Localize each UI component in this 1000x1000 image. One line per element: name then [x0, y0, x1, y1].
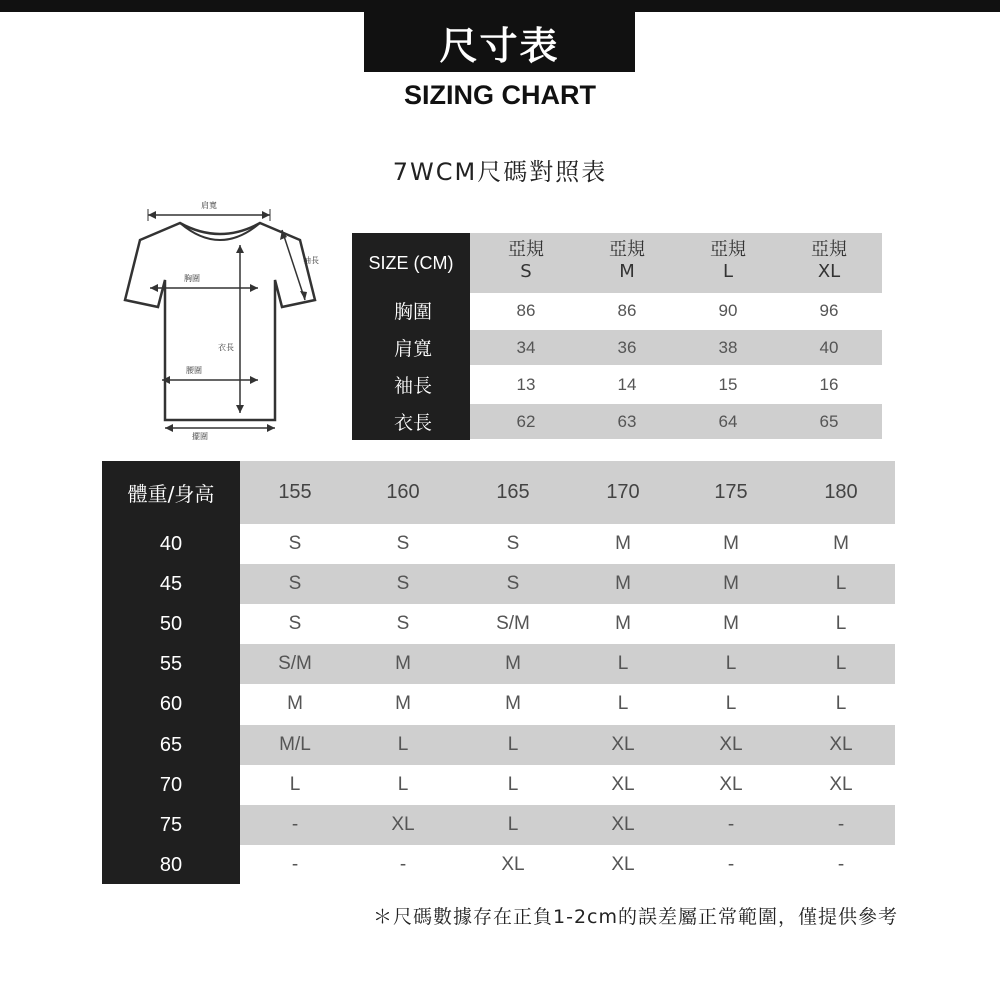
- measurement-cell: 34: [516, 337, 536, 357]
- height-column-header: 155: [278, 481, 312, 503]
- measurement-cell: 14: [617, 374, 637, 394]
- measurement-row-label: 衣長: [393, 412, 432, 434]
- height-column-header: 180: [824, 481, 858, 503]
- measurement-cell: 86: [516, 300, 536, 320]
- measurement-cell: 64: [718, 411, 738, 431]
- size-cell: -: [837, 854, 845, 875]
- measurement-table: [352, 233, 882, 440]
- size-cell: S: [396, 613, 410, 634]
- size-cell: -: [727, 854, 735, 875]
- measurement-row-label: 肩寬: [393, 338, 432, 360]
- size-cell: S: [288, 573, 302, 594]
- diagram-waist-label: 腰圍: [186, 366, 202, 375]
- size-column-code: L: [722, 261, 734, 282]
- weight-row-label: 65: [159, 733, 183, 756]
- diagram-chest-label: 胸圍: [184, 274, 200, 283]
- size-cell: XL: [391, 814, 415, 835]
- size-cell: S: [288, 533, 302, 554]
- weight-height-table: [102, 461, 895, 884]
- size-cell: XL: [719, 774, 743, 795]
- size-cell: M: [505, 653, 521, 674]
- measurement-cell: 90: [718, 300, 738, 320]
- height-column-header: 175: [714, 481, 748, 503]
- size-cell: -: [399, 854, 407, 875]
- weight-row-label: 55: [159, 652, 183, 675]
- tshirt-diagram: [110, 195, 330, 445]
- measurement-cell: 40: [819, 337, 839, 357]
- weight-row-label: 60: [159, 692, 183, 715]
- size-cell: S: [288, 613, 302, 634]
- measurement-row-label: 袖長: [393, 375, 432, 397]
- size-column-code: M: [619, 261, 635, 282]
- measurement-cell: 63: [617, 411, 637, 431]
- size-cell: M: [723, 533, 739, 554]
- measurement-cell: 86: [617, 300, 637, 320]
- size-column-header: [476, 239, 576, 289]
- height-column-header: 165: [496, 481, 530, 503]
- size-cell: M: [505, 693, 521, 714]
- size-cell: XL: [501, 854, 525, 875]
- weight-row-label: 50: [159, 612, 183, 635]
- size-column-region: 亞規: [508, 239, 544, 260]
- size-cell: M: [723, 613, 739, 634]
- size-cell: L: [725, 653, 737, 674]
- weight-row-label: 70: [159, 773, 183, 796]
- weight-height-corner: 體重/身高: [127, 482, 215, 506]
- size-cell: -: [291, 814, 299, 835]
- measurement-row-label: 胸圍: [393, 301, 432, 323]
- size-cell: -: [727, 814, 735, 835]
- size-cell: L: [289, 774, 301, 795]
- size-cell: -: [291, 854, 299, 875]
- size-cell: M: [723, 573, 739, 594]
- measurement-cell: 65: [819, 411, 839, 431]
- size-cell: M: [615, 533, 631, 554]
- size-cell: XL: [611, 734, 635, 755]
- size-cell: -: [837, 814, 845, 835]
- size-cell: M: [833, 533, 849, 554]
- size-column-header: [779, 239, 879, 289]
- size-cell: XL: [611, 854, 635, 875]
- size-cell: L: [835, 693, 847, 714]
- size-cell: L: [835, 573, 847, 594]
- size-cell: L: [397, 734, 409, 755]
- measurement-cell: 36: [617, 337, 637, 357]
- size-column-region: 亞規: [811, 239, 847, 260]
- measurement-cell: 16: [819, 374, 839, 394]
- size-cell: L: [725, 693, 737, 714]
- size-cell: S: [396, 573, 410, 594]
- title-zh: 尺寸表: [364, 12, 635, 72]
- height-column-header: 160: [386, 481, 420, 503]
- size-cell: XL: [719, 734, 743, 755]
- measurement-cell: 38: [718, 337, 738, 357]
- diagram-shoulder-label: 肩寬: [201, 201, 217, 210]
- size-cell: M: [395, 653, 411, 674]
- tshirt-illustration: [110, 195, 330, 445]
- size-column-header: [678, 239, 778, 289]
- size-cell: L: [835, 653, 847, 674]
- size-cell: M: [615, 613, 631, 634]
- height-column-header: 170: [606, 481, 640, 503]
- size-cell: L: [617, 693, 629, 714]
- size-cell: L: [835, 613, 847, 634]
- measurement-cell: 13: [516, 374, 536, 394]
- diagram-sleeve-label: 袖長: [303, 256, 319, 265]
- measurement-cell: 96: [819, 300, 839, 320]
- diagram-hem-label: 擺圍: [192, 432, 208, 441]
- measurement-cell: 62: [516, 411, 536, 431]
- size-cell: S/M: [278, 653, 312, 674]
- size-cell: L: [507, 774, 519, 795]
- size-cell: L: [397, 774, 409, 795]
- size-column-code: S: [520, 261, 532, 282]
- size-cell: S: [506, 573, 520, 594]
- size-cell: XL: [611, 774, 635, 795]
- size-cell: XL: [829, 734, 853, 755]
- weight-row-label: 40: [159, 532, 183, 555]
- size-cell: L: [507, 814, 519, 835]
- size-cell: XL: [611, 814, 635, 835]
- size-column-header: [577, 239, 677, 289]
- size-cell: L: [617, 653, 629, 674]
- footnote: ＊尺碼數據存在正負1-2cm的誤差屬正常範圍，僅提供參考: [373, 906, 898, 928]
- size-cell: XL: [829, 774, 853, 795]
- size-cell: S/M: [496, 613, 530, 634]
- title-en: SIZING CHART: [404, 80, 596, 110]
- weight-row-label: 80: [159, 853, 183, 876]
- size-cell: L: [507, 734, 519, 755]
- size-cell: M: [615, 573, 631, 594]
- size-column-code: XL: [817, 261, 841, 282]
- diagram-length-label: 衣長: [218, 343, 234, 352]
- size-cell: S: [396, 533, 410, 554]
- measurement-cell: 15: [718, 374, 738, 394]
- weight-row-label: 75: [159, 813, 183, 836]
- size-column-region: 亞規: [710, 239, 746, 260]
- weight-row-label: 45: [159, 572, 183, 595]
- size-cell: M: [287, 693, 303, 714]
- size-cell: S: [506, 533, 520, 554]
- size-header: SIZE (CM): [368, 252, 454, 273]
- size-cell: M: [395, 693, 411, 714]
- top-rule: [0, 0, 1000, 12]
- chart-heading: 7WCM尺碼對照表: [392, 158, 608, 186]
- size-column-region: 亞規: [609, 239, 645, 260]
- size-cell: M/L: [279, 734, 311, 755]
